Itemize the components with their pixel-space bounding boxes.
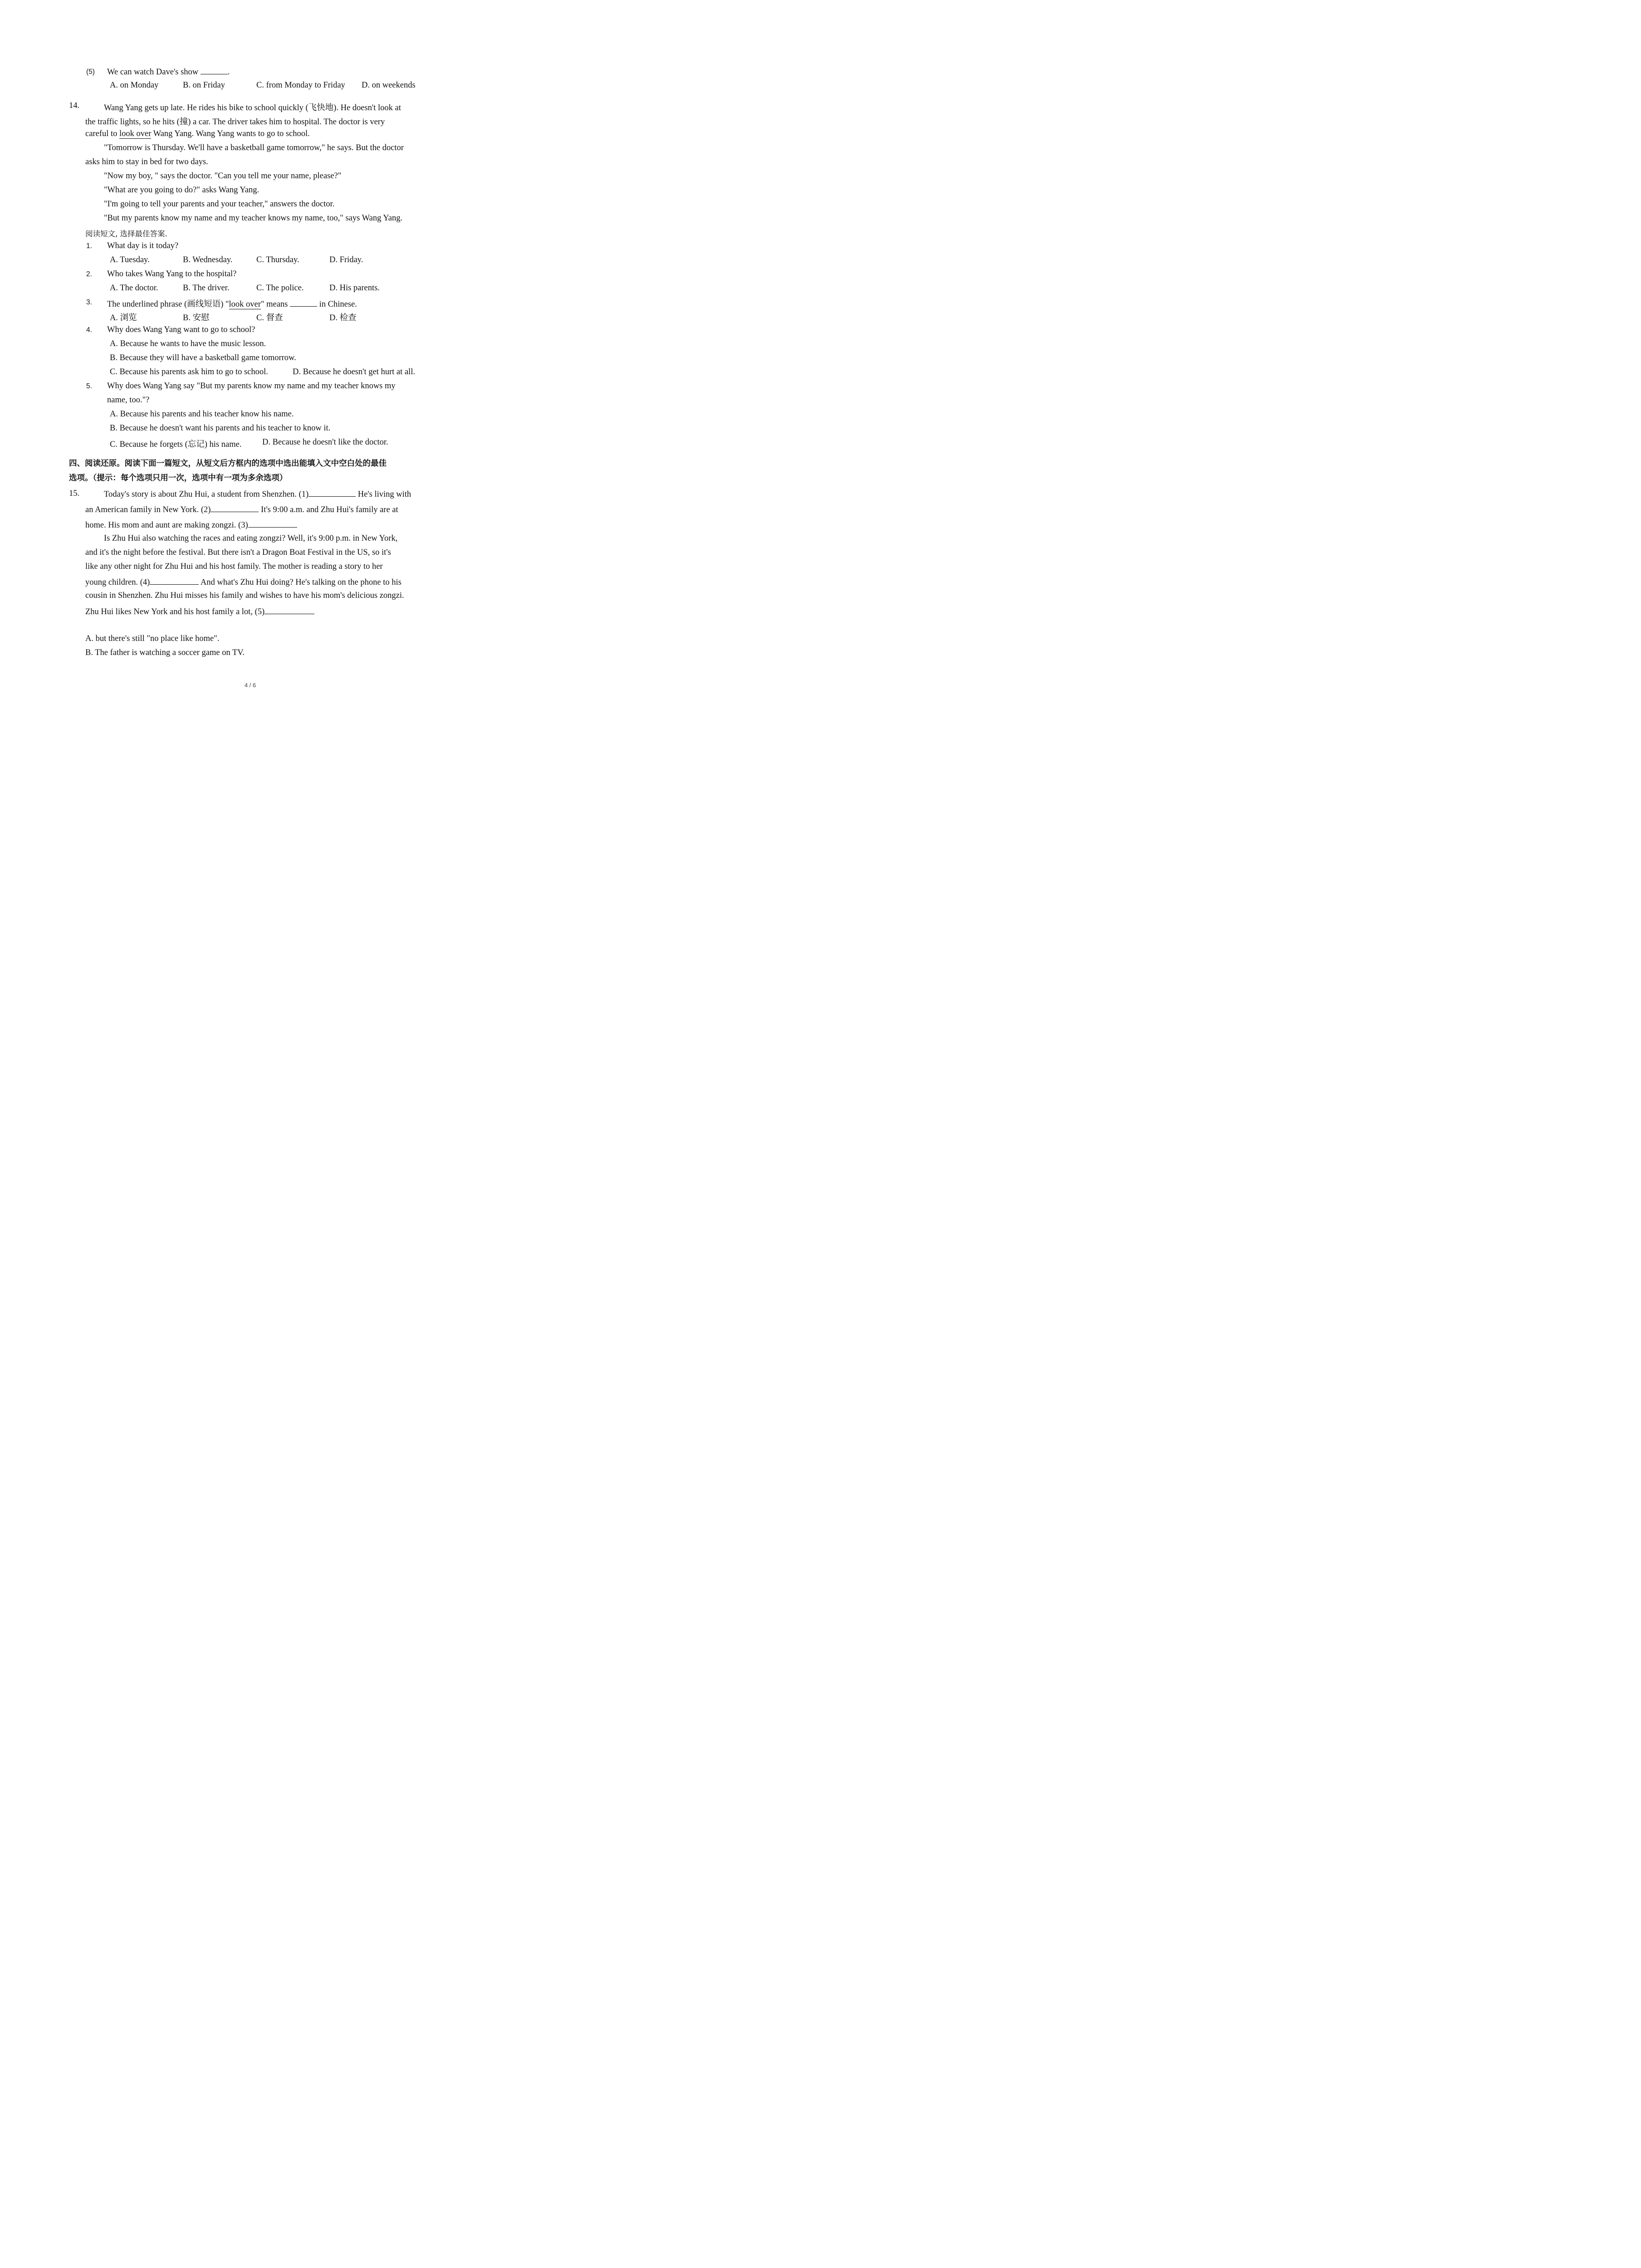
question-number: 1. [86,242,92,250]
passage-text: It's 9:00 a.m. and Zhu Hui's family are at [259,505,398,514]
answer-blank-4 [150,577,199,585]
question-number: 15. [69,489,80,498]
passage-line [85,606,314,617]
passage-text: an American family in New York. (2) [85,505,211,514]
option-a: A. Because he wants to have the music lesson. [110,339,266,348]
stem-text: " means [260,300,290,309]
answer-blank [201,67,228,74]
passage-text: Zhu Hui likes New York and his host family a lot, (5) [85,607,265,616]
passage-line: cousin in Shenzhen. Zhu Hui misses his family and wishes to have his mom's delicious zongzi. [85,591,404,600]
option-d: D. Because he doesn't get hurt at all. [293,367,415,376]
option-c: C. 督查 [256,313,283,323]
option-c: C. Because his parents ask him to go to school. [110,367,268,376]
option-d: D. Friday. [329,255,363,264]
answer-blank-1 [309,489,356,497]
stem-text: The underlined phrase (画线短语) " [107,300,229,309]
option-a: A. Tuesday. [110,255,150,264]
passage-line: "But my parents know my name and my teacher knows my name, too," says Wang Yang. [104,214,403,223]
passage-line: asks him to stay in bed for two days. [85,157,208,166]
option-c: C. Because he forgets (忘记) his name. [110,440,242,449]
passage-line [85,577,402,587]
option-a: A. Because his parents and his teacher know his name. [110,410,294,419]
stem-text: in Chinese. [317,300,357,309]
question-stem: Why does Wang Yang say "But my parents know my name and my teacher knows my [107,381,396,391]
passage-text: Today's story is about Zhu Hui, a student from Shenzhen. (1) [104,490,309,499]
question-stem: name, too."? [107,396,150,405]
passage-text: He's living with [356,490,411,499]
passage-line: like any other night for Zhu Hui and his host family. The mother is reading a story to her [85,562,383,571]
question-number: (5) [86,68,95,76]
option-b: B. on Friday [183,81,225,90]
passage-text: careful to [85,129,119,138]
answer-blank-5 [265,606,314,614]
question-number: 14. [69,101,80,110]
instruction: 阅读短文, 选择最佳答案. [85,230,167,238]
question-number: 3. [86,298,92,306]
passage-text: And what's Zhu Hui doing? He's talking on the phone to his [199,578,402,587]
passage-text: young children. (4) [85,578,150,587]
option-c: C. The police. [256,284,304,293]
choice-b: B. The father is watching a soccer game on TV. [85,648,245,657]
passage-line: "Now my boy, " says the doctor. "Can you tell me your name, please?" [104,171,342,181]
option-a: A. 浏览 [110,313,137,323]
passage-line: "What are you going to do?" asks Wang Yang. [104,186,260,195]
question-stem: What day is it today? [107,241,179,250]
option-d: D. Because he doesn't like the doctor. [262,438,388,447]
passage-text: home. His mom and aunt are making zongzi. (3) [85,521,248,530]
stem-text: . [227,68,230,77]
option-b: B. The driver. [183,284,230,293]
passage-line: Is Zhu Hui also watching the races and eating zongzi? Well, it's 9:00 p.m. in New York, [104,534,398,543]
exam-page [0,0,500,708]
option-b: B. Because they will have a basketball game tomorrow. [110,353,296,362]
option-a: A. on Monday [110,81,159,90]
stem-text: We can watch Dave's show [107,68,201,77]
option-c: C. Thursday. [256,255,299,264]
option-b: B. Wednesday. [183,255,233,264]
underlined-phrase: look over [119,129,152,138]
question-number: 5. [86,382,92,390]
option-b: B. 安慰 [183,313,210,323]
question-stem [107,67,230,77]
passage-line [85,504,398,515]
answer-blank-2 [211,504,259,512]
section-heading: 选项。（提示：每个选项只用一次，选项中有一项为多余选项） [69,474,288,483]
question-number: 4. [86,326,92,334]
answer-blank-3 [248,520,297,528]
passage-line [85,520,297,530]
passage-line: and it's the night before the festival. But there isn't a Dragon Boat Festival in the US, so it's [85,548,391,557]
passage-line [85,129,310,139]
option-c: C. from Monday to Friday [256,81,345,90]
underlined-phrase: look over [229,300,261,309]
option-d: D. His parents. [329,284,380,293]
question-stem [107,298,357,309]
passage-line [104,489,411,499]
question-number: 2. [86,270,92,278]
option-b: B. Because he doesn't want his parents and his teacher to know it. [110,424,331,433]
option-d: D. 检查 [329,313,357,323]
page-number: 4 / 6 [244,682,256,689]
passage-line: Wang Yang gets up late. He rides his bike to school quickly (飞快地). He doesn't look at [104,103,401,112]
passage-text: Wang Yang. Wang Yang wants to go to school. [151,129,310,138]
passage-line: "Tomorrow is Thursday. We'll have a basketball game tomorrow," he says. But the doctor [104,143,404,152]
question-stem: Why does Wang Yang want to go to school? [107,325,255,334]
option-d: D. on weekends [362,81,416,90]
choice-a: A. but there's still "no place like home". [85,634,220,643]
passage-line: the traffic lights, so he hits (撞) a car. The driver takes him to hospital. The doctor is very [85,117,385,127]
passage-line: "I'm going to tell your parents and your teacher," answers the doctor. [104,200,335,209]
option-a: A. The doctor. [110,284,158,293]
section-heading: 四、阅读还原。阅读下面一篇短文，从短文后方框内的选项中选出能填入文中空白处的最佳 [69,459,387,468]
answer-blank [290,299,317,307]
question-stem: Who takes Wang Yang to the hospital? [107,269,237,279]
